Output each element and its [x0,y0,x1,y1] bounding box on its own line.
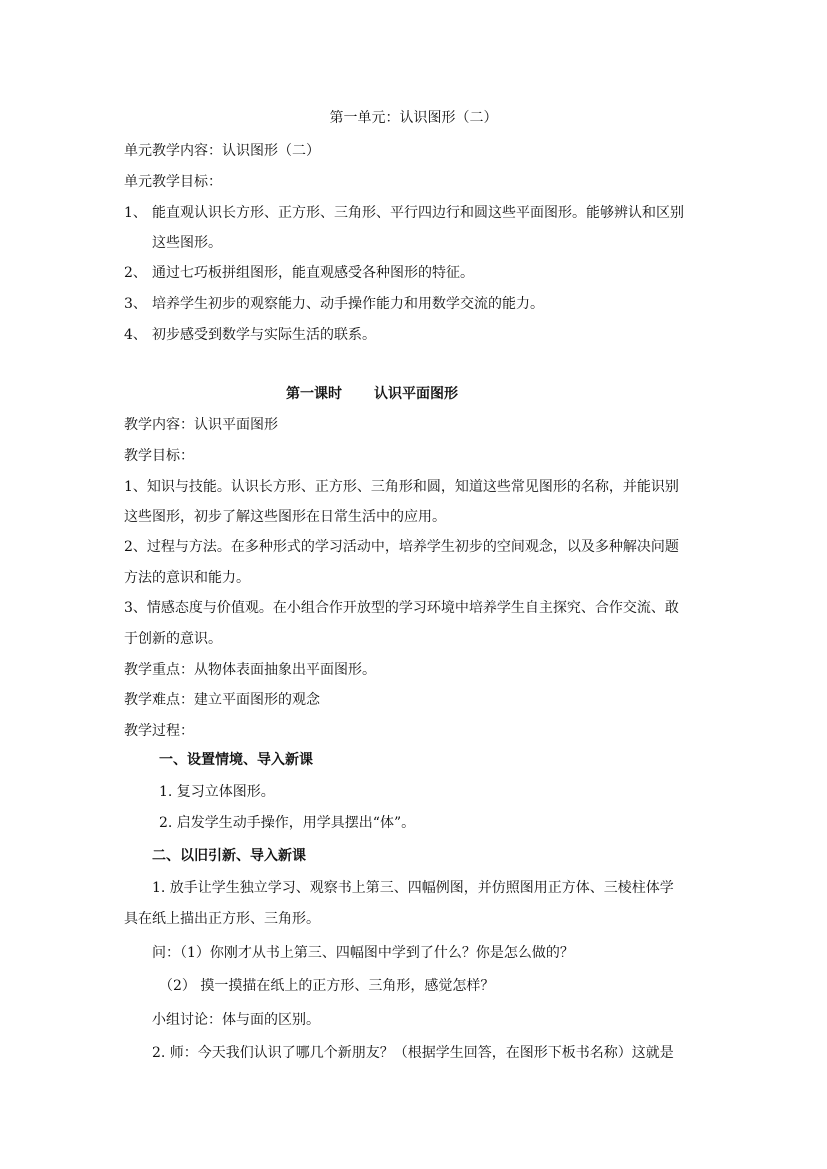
unit-goal-text: 初步感受到数学与实际生活的联系。 [152,327,376,343]
unit-title: 第一单元：认识图形（二） [329,110,498,126]
question-1: 问：（1）你刚才从书上第三、四幅图中学到了什么？你是怎么做的？ [152,945,574,961]
unit-goal-number: 3、 [124,296,147,312]
lesson-goal-3: 3、情感态度与价值观。在小组合作开放型的学习环境中培养学生自主探究、合作交流、敢 [124,600,679,616]
unit-content-label: 单元教学内容：认识图形（二） [124,143,320,159]
lesson-goal-2-continuation: 方法的意识和能力。 [124,570,250,586]
section-1-heading: 一、设置情境、导入新课 [159,752,313,768]
section-2-item-2: 2. 师：今天我们认识了哪几个新朋友？（根据学生回答，在图形下板书名称）这就是 [152,1045,674,1061]
unit-goal-text: 通过七巧板拼组图形，能直观感受各种图形的特征。 [152,265,474,281]
unit-goal-3 [124,294,544,314]
lesson-goal-1: 1、知识与技能。认识长方形、正方形、三角形和圆，知道这些常见图形的名称，并能识别 [124,479,679,495]
section-1-item-2: 2. 启发学生动手操作，用学具摆出“体”。 [159,815,416,831]
lesson-content: 教学内容：认识平面图形 [124,417,278,433]
lesson-goal-3-continuation: 于创新的意识。 [124,631,222,647]
lesson-goal-1-continuation: 这些图形，初步了解这些图形在日常生活中的应用。 [124,509,446,525]
unit-goal-1 [124,203,684,223]
unit-goal-1-continuation: 这些图形。 [152,235,222,251]
question-2: （2） 摸一摸描在纸上的正方形、三角形，感觉怎样？ [159,978,495,994]
lesson-title: 认识平面图形 [374,386,458,402]
unit-goal-number: 4、 [124,327,147,343]
lesson-period: 第一课时 [286,386,342,402]
unit-goal-number: 2、 [124,265,147,281]
unit-goal-number: 1、 [124,205,147,221]
lesson-heading [286,384,458,404]
unit-goal-text: 能直观认识长方形、正方形、三角形、平行四边行和圆这些平面图形。能够辨认和区别 [152,205,684,221]
difficulty: 教学难点：建立平面图形的观念 [124,692,320,708]
process-label: 教学过程： [124,723,194,739]
section-2-item-1: 1. 放手让学生独立学习、观察书上第三、四幅例图，并仿照图用正方体、三棱柱体学 [152,880,674,896]
section-2-heading: 二、以旧引新、导入新课 [152,848,306,864]
unit-goal-4 [124,325,376,345]
unit-goal-2 [124,263,474,283]
lesson-goal-2: 2、过程与方法。在多种形式的学习活动中，培养学生初步的空间观念，以及多种解决问题 [124,539,679,555]
unit-goals-label: 单元教学目标： [124,174,222,190]
key-point: 教学重点：从物体表面抽象出平面图形。 [124,662,376,678]
unit-goal-text: 培养学生初步的观察能力、动手操作能力和用数学交流的能力。 [152,296,544,312]
lesson-goals-label: 教学目标： [124,448,194,464]
group-discussion: 小组讨论：体与面的区别。 [152,1012,320,1028]
section-2-item-1-continuation: 具在纸上描出正方形、三角形。 [124,911,320,927]
section-1-item-1: 1. 复习立体图形。 [159,784,275,800]
